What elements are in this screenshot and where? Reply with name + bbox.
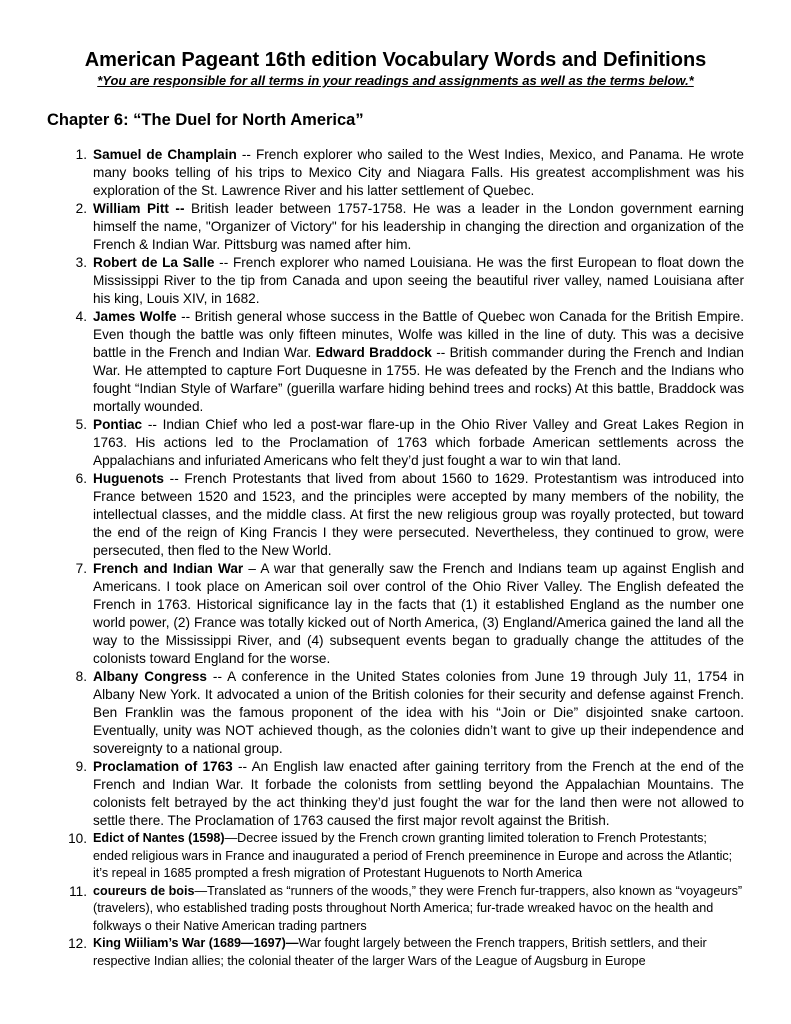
chapter-heading: Chapter 6: “The Duel for North America” xyxy=(47,111,364,129)
term-name: Albany Congress xyxy=(93,669,207,684)
term-name: Huguenots xyxy=(93,471,164,486)
list-item xyxy=(75,254,744,308)
term-definition: War fought largely between the French trappers, British settlers, and their respective Indian allies; the colonial theater of the larger Wars of the League of Augsburg in Europe xyxy=(93,936,707,968)
item-number: 4. xyxy=(75,309,87,324)
term-name: James Wolfe xyxy=(93,309,177,324)
item-number: 2. xyxy=(75,201,87,216)
term-name: Pontiac xyxy=(93,417,143,432)
term-definition: -- British general whose success in the Battle of Quebec won Canada for the British Empire. Even though the battle was only fifteen minutes, Wolfe was killed in the line of duty. This was a decisive battle in the French and Indian War. xyxy=(93,309,745,360)
term-definition: -- French Protestants that lived from about 1560 to 1629. Protestantism was introduced into France between 1520 and 1523, and the principles were accepted by many members of the nobility, the intellectual classes, and the middle class. At first the new religious group was royally protected, but toward the end of the reign of King Francis I they were persecuted. Nevertheless, they continued to grow, were persecuted, then fled to the New World. xyxy=(93,471,744,558)
list-item xyxy=(68,935,744,970)
item-number: 9. xyxy=(75,759,87,774)
item-number: 8. xyxy=(75,669,87,684)
term-name-secondary: Edward Braddock xyxy=(315,345,432,360)
item-number: 3. xyxy=(75,255,87,270)
page-title: American Pageant 16th edition Vocabulary Words and Definitions xyxy=(84,49,707,71)
item-number: 1. xyxy=(75,147,87,162)
term-definition: -- Indian Chief who led a post-war flare-up in the Ohio River Valley and Great Lakes Region in 1763. His actions led to the Proclamation of 1763 which forbade American settlements across the Appalachians and infuriated Americans who felt they’d just fought a war to win that land. xyxy=(93,417,744,468)
item-number: 11. xyxy=(69,883,87,899)
term-name: coureurs de bois xyxy=(93,883,195,898)
term-definition: —Translated as “runners of the woods,” they were French fur-trappers, also known as “voyageurs” (travelers), who established trading posts throughout North America; fur-trade wreaked havoc on the health and folkways o their Native American trading partners xyxy=(93,883,743,933)
item-number: 5. xyxy=(75,417,87,432)
term-definition: -- French explorer who sailed to the West Indies, Mexico, and Panama. He wrote many books telling of his trips to Mexico City and Niagara Falls. His greatest accomplishment was his exploration of the St. Lawrence River and his latter settlement of Quebec. xyxy=(93,147,744,198)
term-name: Edict of Nantes (1598) xyxy=(93,831,225,845)
term-name: King Wiiliam’s War (1689—1697)— xyxy=(93,936,299,950)
term-definition: -- A conference in the United States colonies from June 19 through July 11, 1754 in Albany New York. It advocated a union of the British colonies for their security and defense against French. Ben Franklin was the famous proponent of the idea with his “Join or Die” disjointed snake cartoon. Eventually, unity was NOT achieved though, as the colonies didn’t want to give up their independence and sovereignty to a national group. xyxy=(93,669,745,756)
term-name: Samuel de Champlain xyxy=(93,147,237,162)
term-definition: – A war that generally saw the French and Indians team up against English and Americans. I took place on American soil over control of the Ohio River Valley. The English defeated the French in 1763. Historical significance lay in the facts that (1) it established England as the number one world power, (2) France was totally kicked out of North America, (3) England/America gained the land all the way to the Mississippi River, and (4) subsequent events began to gradually change the attitudes of the colonists toward England for the worse. xyxy=(93,561,744,666)
list-item xyxy=(75,416,744,470)
term-definition-secondary: -- British commander during the French and Indian War. He attempted to capture Fort Duquesne in 1755. He was defeated by the French and the Indians who fought “Indian Style of Warfare” (guerilla warfare hiding behind trees and rocks) At this battle, Braddock was mortally wounded. xyxy=(93,345,744,414)
term-name: French and Indian War xyxy=(93,561,244,576)
list-item xyxy=(75,758,744,830)
term-name: Proclamation of 1763 xyxy=(93,759,233,774)
vocabulary-list xyxy=(68,146,745,970)
list-item xyxy=(75,668,745,758)
item-number: 10. xyxy=(68,831,87,846)
term-definition: -- An English law enacted after gaining territory from the French at the end of the French and Indian War. It forbade the colonists from settling beyond the Appalachian Mountains. The colonists felt betrayed by the act thinking they’d just fought the war for the land then were not allowed to settle there. The Proclamation of 1763 caused the first major revolt against the British. xyxy=(93,759,744,828)
item-number: 6. xyxy=(75,471,87,486)
list-item xyxy=(68,830,744,883)
list-item xyxy=(75,560,744,668)
term-definition: British leader between 1757-1758. He was a leader in the London government earning himself the name, "Organizer of Victory" for his leadership in changing the direction and organization of the French & Indian War. Pittsburg was named after him. xyxy=(93,201,744,252)
list-item xyxy=(75,308,745,416)
list-item xyxy=(75,470,744,560)
list-item xyxy=(75,146,744,200)
term-name: Robert de La Salle xyxy=(93,255,215,270)
item-number: 12. xyxy=(68,936,87,951)
term-definition: —Decree issued by the French crown granting limited toleration to French Protestants; ended religious wars in France and inaugurated a period of French preeminence in Europe and across the Atlantic; it’s repeal in 1685 prompted a fresh migration of Protestant Huguenots to North America xyxy=(93,831,733,880)
term-definition: -- French explorer who named Louisiana. He was the first European to float down the Mississippi River to the tip from Canada and upon seeing the beautiful river valley, named Louisiana after his king, Louis XIV, in 1682. xyxy=(93,255,744,306)
item-number: 7. xyxy=(75,561,87,576)
list-item xyxy=(69,883,744,936)
list-item xyxy=(75,200,744,254)
term-name: William Pitt -- xyxy=(93,201,185,216)
page-subtitle: *You are responsible for all terms in your readings and assignments as well as the terms below.* xyxy=(97,73,694,88)
